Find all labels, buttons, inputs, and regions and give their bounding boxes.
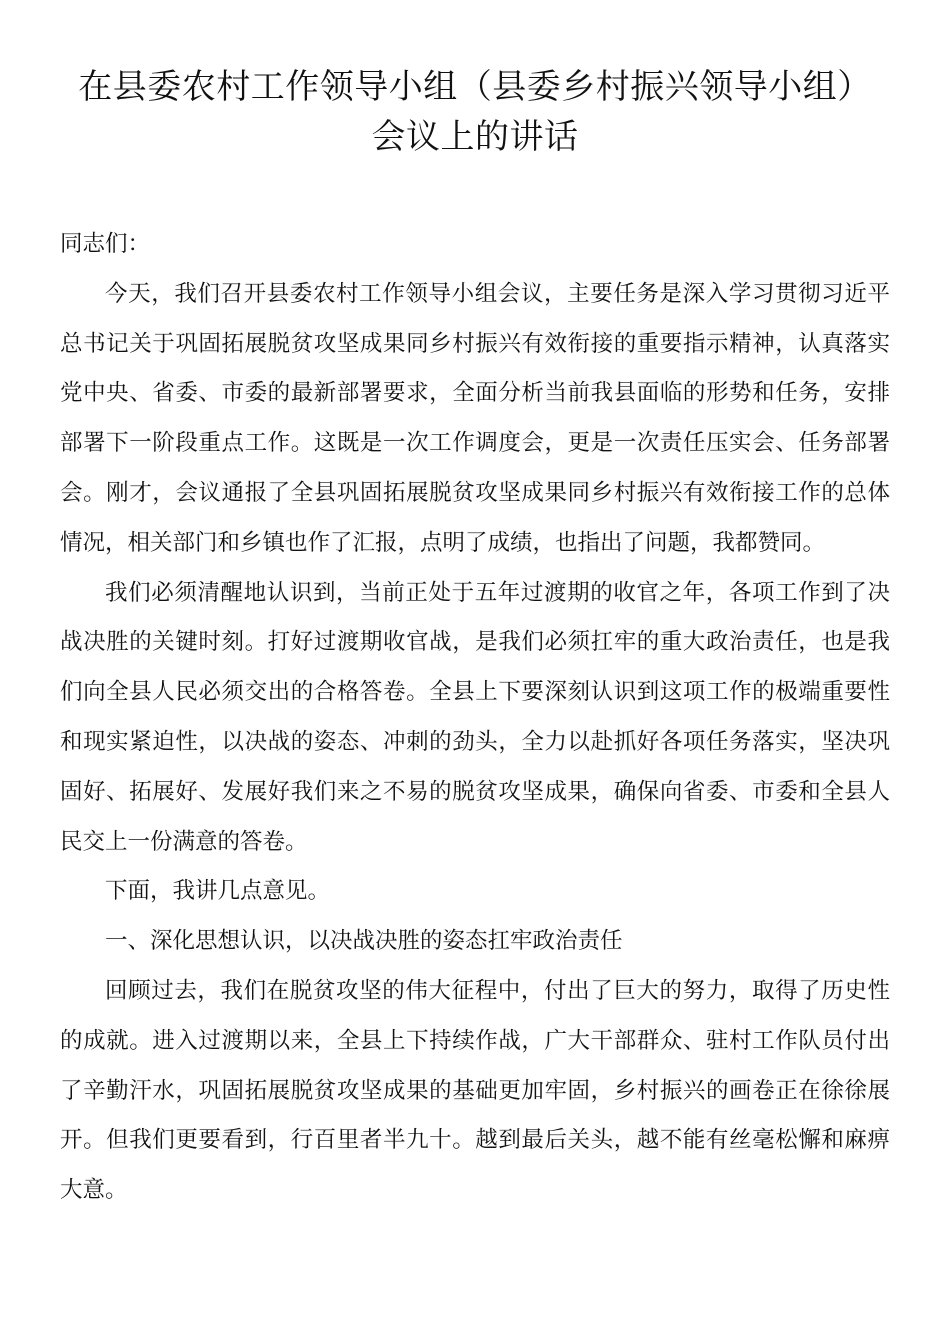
salutation: 同志们： (60, 231, 151, 257)
document-body (60, 220, 890, 1216)
paragraph-situation: 我们必须清醒地认识到，当前正处于五年过渡期的收官之年，各项工作到了决战决胜的关键时刻。打好过渡期收官战，是我们必须扛牢的重大政治责任，也是我们向全县人民必须交出的合格答卷。全县上下要深刻认识到这项工作的极端重要性和现实紧迫性，以决战的姿态、冲刺的劲头，全力以赴抓好各项任务落实，坚决巩固好、拓展好、发展好我们来之不易的脱贫攻坚成果，确保向省委、市委和全县人民交上一份满意的答卷。 (60, 579, 890, 855)
section-heading: 一、深化思想认识，以决战决胜的姿态扛牢政治责任 (105, 928, 623, 955)
section-paragraph: 回顾过去，我们在脱贫攻坚的伟大征程中，付出了巨大的努力，取得了历史性的成就。进入过渡期以来，全县上下持续作战，广大干部群众、驻村工作队员付出了辛勤汗水，巩固拓展脱贫攻坚成果的基础更加牢固，乡村振兴的画卷正在徐徐展开。但我们更要看到，行百里者半九十。越到最后关头，越不能有丝毫松懈和麻痹大意。 (60, 977, 890, 1204)
title-line-1: 在县委农村工作领导小组（县委乡村振兴领导小组） (78, 67, 872, 107)
document-title (60, 62, 890, 162)
paragraph-opening: 今天，我们召开县委农村工作领导小组会议，主要任务是深入学习贯彻习近平总书记关于巩固拓展脱贫攻坚成果同乡村振兴有效衔接的重要指示精神，认真落实党中央、省委、市委的最新部署要求，全面分析当前我县面临的形势和任务，安排部署下一阶段重点工作。这既是一次工作调度会，更是一次责任压实会、任务部署会。刚才，会议通报了全县巩固拓展脱贫攻坚成果同乡村振兴有效衔接工作的总体情况，相关部门和乡镇也作了汇报，点明了成绩，也指出了问题，我都赞同。 (60, 280, 890, 556)
title-line-2: 会议上的讲话 (371, 117, 579, 157)
paragraph-transition: 下面，我讲几点意见。 (105, 878, 331, 905)
